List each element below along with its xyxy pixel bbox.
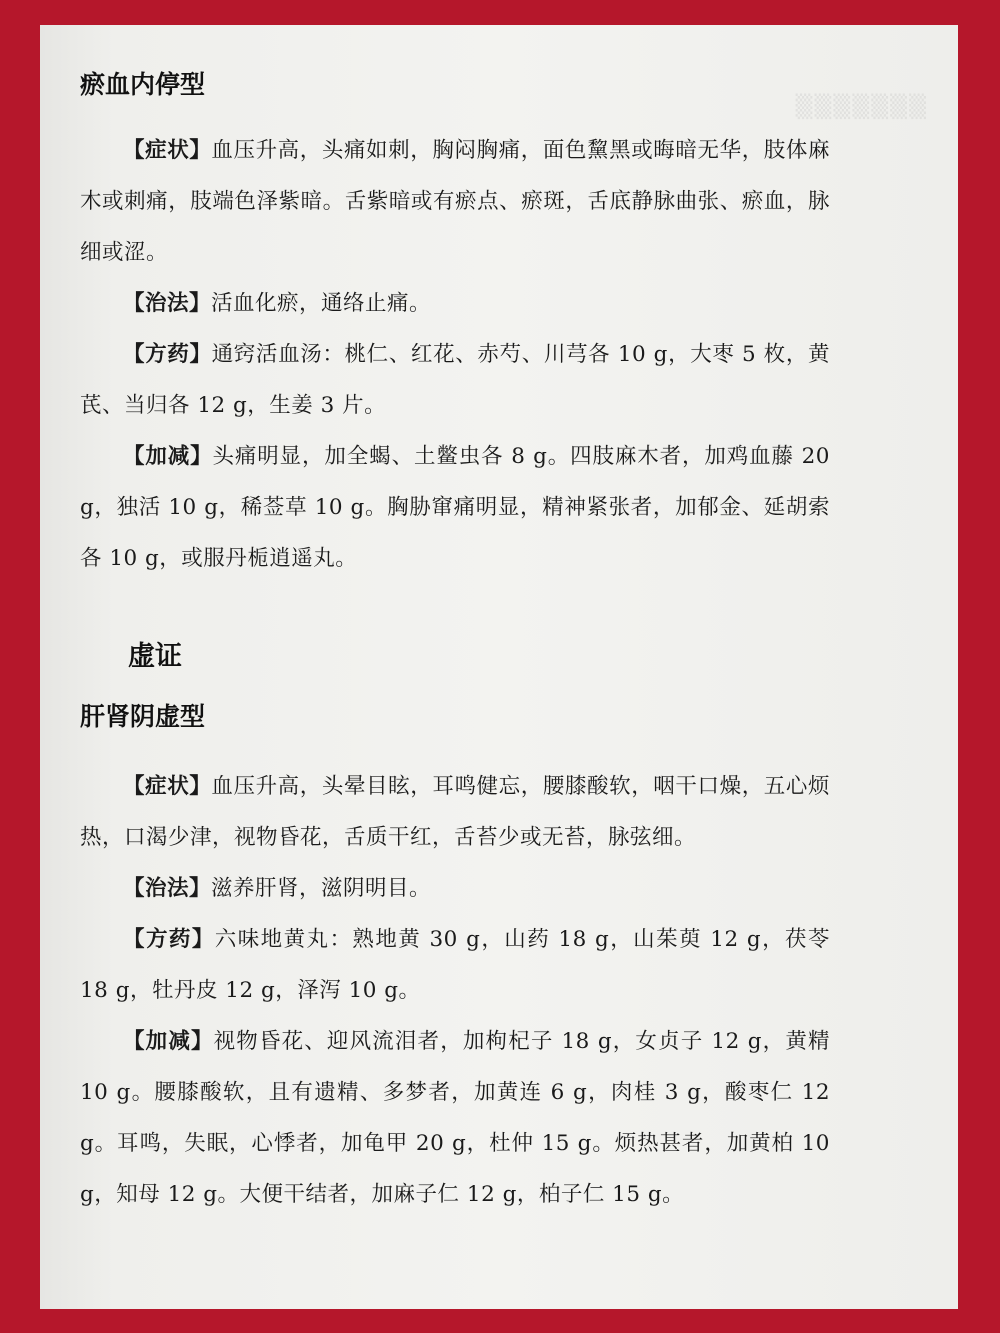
prescription-label: 【方药】 [123,342,212,367]
section-heading-blood-stasis: 瘀血内停型 [80,70,206,99]
symptoms-label: 【症状】 [123,774,212,799]
prescription-paragraph [80,329,830,431]
page-content [80,65,830,1220]
modification-paragraph [80,431,830,584]
prescription-text: 通窍活血汤：桃仁、红花、赤芍、川芎各 10 g，大枣 5 枚，黄芪、当归各 12 g，生姜 3 片。 [80,342,830,418]
modification-text: 头痛明显，加全蝎、土鳖虫各 8 g。四肢麻木者，加鸡血藤 20 g，独活 10 g，稀莶草 10 g。胸胁窜痛明显，精神紧张者，加郁金、延胡索各 10 g，或服丹栀逍遥丸。 [80,444,830,571]
treatment-paragraph [80,863,830,914]
symptoms-label: 【症状】 [123,138,212,163]
treatment-paragraph [80,278,830,329]
prescription-label: 【方药】 [123,927,215,952]
part-title-deficiency: 虚证 [128,641,182,672]
symptoms-text: 血压升高，头痛如刺，胸闷胸痛，面色黧黑或晦暗无华，肢体麻木或刺痛，肢端色泽紫暗。舌紫暗或有瘀点、瘀斑，舌底静脉曲张、瘀血，脉细或涩。 [80,138,830,265]
symptoms-paragraph [80,125,830,278]
modification-text: 视物昏花、迎风流泪者，加枸杞子 18 g，女贞子 12 g，黄精 10 g。腰膝酸软，且有遗精、多梦者，加黄连 6 g，肉桂 3 g，酸枣仁 12 g。耳鸣，失眠，心悸者，加龟甲 20 g，杜仲 15 g。烦热甚者，加黄柏 10 g，知母 12 g。大便干结者，加麻子仁 12 g，柏子仁 15 g。 [80,1029,830,1207]
modification-paragraph [80,1016,830,1220]
treatment-text: 滋养肝肾，滋阴明目。 [211,876,432,901]
book-page [40,25,958,1309]
treatment-label: 【治法】 [123,876,212,901]
prescription-paragraph [80,914,830,1016]
symptoms-text: 血压升高，头晕目眩，耳鸣健忘，腰膝酸软，咽干口燥，五心烦热，口渴少津，视物昏花，舌质干红，舌苔少或无苔，脉弦细。 [80,774,830,850]
section-heading-liver-kidney: 肝肾阴虚型 [80,702,206,731]
treatment-text: 活血化瘀，通络止痛。 [211,291,432,316]
modification-label: 【加减】 [123,1029,214,1054]
show-through-text: ▒▒▒▒▒▒▒ [795,95,928,120]
modification-label: 【加减】 [123,444,213,469]
symptoms-paragraph [80,761,830,863]
prescription-text: 六味地黄丸：熟地黄 30 g，山药 18 g，山茱萸 12 g，茯苓 18 g，牡丹皮 12 g，泽泻 10 g。 [80,927,830,1003]
treatment-label: 【治法】 [123,291,212,316]
